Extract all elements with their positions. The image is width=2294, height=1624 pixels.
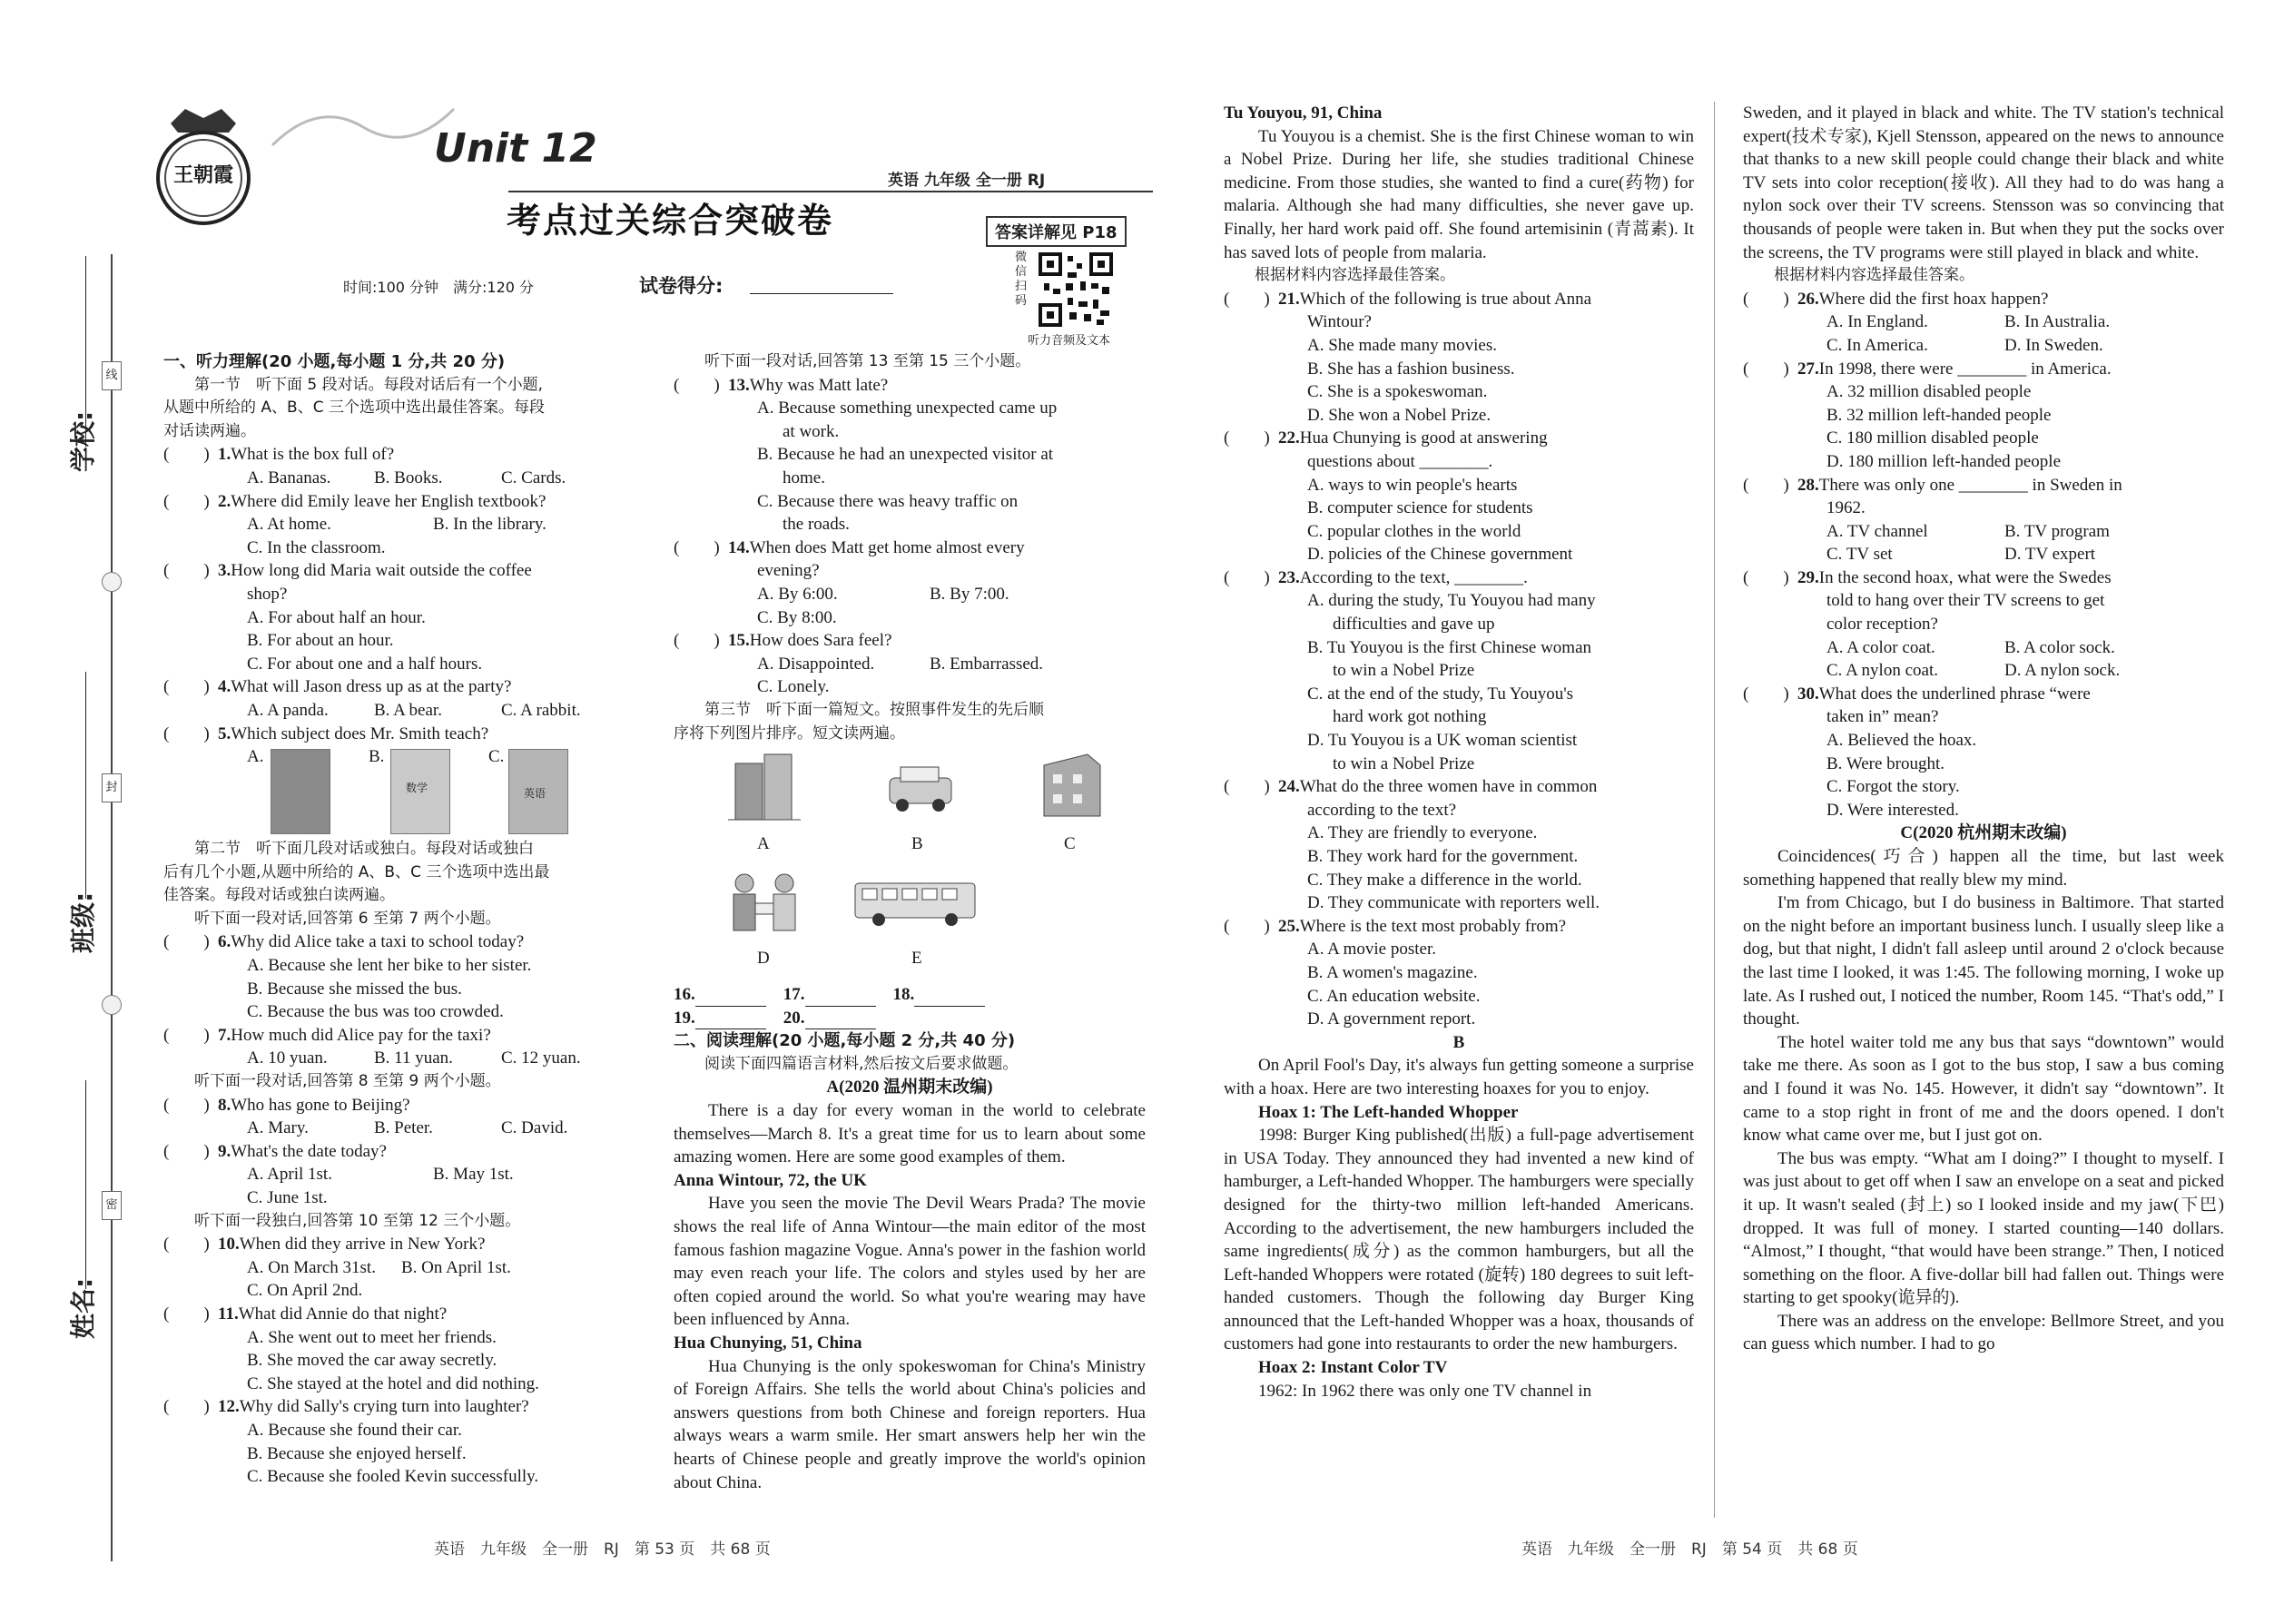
score-blank[interactable] — [750, 293, 893, 294]
q23-option-d[interactable]: D. Tu Youyou is a UK woman scientist — [1307, 731, 1578, 751]
hua-paragraph: Hua Chunying is the only spokeswoman for China's Ministry of Foreign Affairs. She tells the world about China's policies and answers questions from both Chinese and foreign reporters. Hua always wears a warm smile. Her smart answers help her win the hearts of Chinese people and greatly improve the world's opinion about China. — [674, 1356, 1146, 1492]
seal-secret: 密 — [102, 1191, 122, 1220]
q21-text-cont: Wintour? — [1307, 312, 1372, 332]
q3-option-a[interactable]: A. For about half an hour. — [247, 607, 426, 627]
q3-option-b[interactable]: B. For about an hour. — [247, 631, 394, 651]
q23-option-c[interactable]: C. at the end of the study, Tu Youyou's — [1307, 684, 1574, 704]
q23-option-c-cont: hard work got nothing — [1333, 707, 1487, 727]
q28-option-b[interactable]: B. TV program — [2004, 521, 2110, 541]
qr-code-icon[interactable] — [1037, 251, 1115, 329]
q29-option-d[interactable]: D. A nylon sock. — [2004, 661, 2121, 681]
q23-option-d-cont: to win a Nobel Prize — [1333, 753, 1475, 773]
book-image-a[interactable] — [271, 749, 330, 834]
question-28[interactable]: ( ) 28. There was only one ________ in Sweden in — [1743, 475, 2122, 495]
q25-option-b[interactable]: B. A women's magazine. — [1307, 962, 1478, 982]
q3-option-c[interactable]: C. For about one and a half hours. — [247, 654, 483, 674]
sidebar-line — [111, 254, 113, 1561]
question-7[interactable]: ( ) 7. How much did Alice pay for the taxi? — [163, 1025, 491, 1045]
q1-option-b[interactable]: B. Books. — [374, 468, 443, 487]
q22-text-cont: questions about ________. — [1307, 451, 1493, 471]
q27-option-a[interactable]: A. 32 million disabled people — [1826, 382, 2032, 402]
q5-option-b[interactable]: B. — [369, 747, 385, 767]
q13-option-b-cont: home. — [783, 468, 825, 487]
passage-c-title: C(2020 杭州期末改编) — [1900, 823, 2067, 843]
q29-option-b[interactable]: B. A color sock. — [2004, 637, 2115, 657]
column-3 — [1224, 102, 1694, 1403]
picture-grid — [674, 745, 1146, 983]
lead-13-15: 听下面一段对话,回答第 13 至第 15 三个小题。 — [704, 352, 1031, 370]
question-29[interactable]: ( ) 29. In the second hoax, what were the Swedes — [1743, 567, 2112, 587]
time-score: 时间:100 分钟 满分:120 分 — [343, 279, 535, 296]
question-1[interactable]: ( ) 1. What is the box full of? — [163, 445, 395, 465]
q22-option-c[interactable]: C. popular clothes in the world — [1307, 521, 1521, 541]
question-24[interactable]: ( ) 24. What do the three women have in common — [1224, 777, 1598, 797]
header-underline — [508, 191, 1153, 192]
q13-option-a-cont: at work. — [783, 421, 840, 441]
blank-19-label: 19. — [674, 1008, 695, 1028]
q21-option-c[interactable]: C. She is a spokeswoman. — [1307, 382, 1488, 402]
q30-option-d[interactable]: D. Were interested. — [1826, 800, 1959, 820]
column-divider — [1714, 102, 1715, 1518]
q23-option-a-cont: difficulties and gave up — [1333, 615, 1495, 635]
q24-option-b[interactable]: B. They work hard for the government. — [1307, 847, 1579, 866]
q15-option-b[interactable]: B. Embarrassed. — [930, 654, 1044, 674]
q13-option-a[interactable]: A. Because something unexpected came up — [757, 399, 1058, 418]
binding-hole-bottom — [102, 995, 122, 1015]
question-9[interactable]: ( ) 9. What's the date today? — [163, 1141, 387, 1161]
question-14[interactable]: ( ) 14. When does Matt get home almost every — [674, 537, 1025, 557]
q1-option-c[interactable]: C. Cards. — [501, 468, 566, 487]
binding-hole-top — [102, 572, 122, 592]
part2-intro-2: 后有几个小题,从题中所给的 A、B、C 三个选项中选出最 — [163, 862, 550, 881]
school-blank[interactable] — [85, 256, 86, 447]
q28-text-cont: 1962. — [1826, 498, 1866, 518]
q26-option-c[interactable]: C. In America. — [1826, 335, 1928, 355]
q10-option-a[interactable]: A. On March 31st. — [247, 1257, 376, 1277]
q5-option-c[interactable]: C. — [488, 747, 505, 767]
q21-option-a[interactable]: A. She made many movies. — [1307, 335, 1497, 355]
q27-option-d[interactable]: D. 180 million left-handed people — [1826, 451, 2062, 471]
blank-20-label: 20. — [783, 1008, 805, 1028]
question-5[interactable]: ( ) 5. Which subject does Mr. Smith teach? — [163, 723, 489, 743]
q23-option-a[interactable]: A. during the study, Tu Youyou had many — [1307, 591, 1596, 611]
q24-option-d[interactable]: D. They communicate with reporters well. — [1307, 893, 1600, 913]
q6-option-a[interactable]: A. Because she lent her bike to her sister. — [247, 956, 532, 976]
seal-seal: 封 — [102, 773, 122, 802]
part1-intro-1: 第一节 听下面 5 段对话。每段对话后有一个小题, — [194, 375, 544, 394]
q25-option-d[interactable]: D. A government report. — [1307, 1009, 1476, 1029]
q6-option-c[interactable]: C. Because the bus was too crowded. — [247, 1002, 504, 1022]
exam-subtitle: 考点过关综合突破卷 — [507, 200, 834, 241]
q25-option-a[interactable]: A. A movie poster. — [1307, 940, 1436, 960]
school-label: 学校: — [68, 410, 98, 472]
seal-line: 线 — [102, 361, 122, 390]
q30-option-c[interactable]: C. Forgot the story. — [1826, 777, 1960, 797]
q26-option-b[interactable]: B. In Australia. — [2004, 312, 2111, 332]
question-15[interactable]: ( ) 15. How does Sara feel? — [674, 631, 892, 651]
q13-option-c[interactable]: C. Because there was heavy traffic on — [757, 491, 1019, 511]
q9-option-b[interactable]: B. May 1st. — [433, 1165, 514, 1185]
q11-option-c[interactable]: C. She stayed at the hotel and did nothing. — [247, 1373, 539, 1393]
picture-b-label: B — [911, 834, 923, 854]
question-30[interactable]: ( ) 30. What does the underlined phrase “were — [1743, 684, 2091, 704]
hua-heading: Hua Chunying, 51, China — [674, 1334, 862, 1353]
q26-option-d[interactable]: D. In Sweden. — [2004, 335, 2103, 355]
part1-intro-2: 从题中所给的 A、B、C 三个选项中选出最佳答案。每段 — [163, 399, 545, 418]
q24-text-cont: according to the text? — [1307, 800, 1457, 820]
q21-option-d[interactable]: D. She won a Nobel Prize. — [1307, 405, 1492, 425]
footer-left: 英语 九年级 全一册 RJ 第 53 页 共 68 页 — [434, 1540, 771, 1559]
blank-18-label: 18. — [892, 985, 915, 1005]
part2-intro-1: 第二节 听下面几段对话或独白。每段对话或独白 — [194, 840, 534, 859]
q2-option-a[interactable]: A. At home. — [247, 515, 331, 535]
answer-ref: 答案详解见 P18 — [995, 223, 1117, 242]
q22-option-b[interactable]: B. computer science for students — [1307, 498, 1533, 518]
answer-blanks-row-1 — [674, 983, 1146, 1007]
question-8[interactable]: ( ) 8. Who has gone to Beijing? — [163, 1095, 410, 1115]
q28-option-a[interactable]: A. TV channel — [1826, 521, 1928, 541]
q22-option-d[interactable]: D. policies of the Chinese government — [1307, 545, 1573, 565]
part3-intro-2: 序将下列图片排序。短文读两遍。 — [674, 723, 905, 743]
book-image-b[interactable] — [390, 749, 450, 834]
picture-a-label: A — [757, 834, 770, 854]
q30-option-b[interactable]: B. Were brought. — [1826, 753, 1945, 773]
q26-option-a[interactable]: A. In England. — [1826, 312, 1928, 332]
part3-intro-1: 第三节 听下面一篇短文。按照事件发生的先后顺 — [704, 700, 1044, 719]
picture-b-car[interactable] — [884, 762, 957, 816]
passage-c-p5: There was an address on the envelope: Bellmore Street, and you can guess which number. I had to go — [1743, 1311, 2224, 1354]
column-2 — [674, 350, 1146, 1494]
blank-18[interactable] — [914, 1006, 985, 1007]
class-blank[interactable] — [85, 672, 86, 899]
q28-option-d[interactable]: D. TV expert — [2004, 545, 2096, 565]
q29-option-a[interactable]: A. A color coat. — [1826, 637, 1935, 657]
picture-c-hotel[interactable] — [1037, 747, 1106, 820]
blank-16-label: 16. — [674, 985, 695, 1005]
picture-e-label: E — [911, 949, 922, 969]
hoax-2-heading: Hoax 2: Instant Color TV — [1258, 1358, 1448, 1378]
picture-a-building[interactable] — [728, 751, 801, 822]
question-21[interactable]: ( ) 21. Which of the following is true about Anna — [1224, 289, 1592, 309]
q7-option-a[interactable]: A. 10 yuan. — [247, 1048, 328, 1068]
picture-e-bus[interactable] — [852, 878, 979, 929]
q14-text-cont: evening? — [757, 561, 820, 581]
q6-option-b[interactable]: B. Because she missed the bus. — [247, 979, 462, 999]
q12-option-b[interactable]: B. Because she enjoyed herself. — [247, 1443, 467, 1463]
tu-heading: Tu Youyou, 91, China — [1224, 103, 1383, 123]
question-22[interactable]: ( ) 22. Hua Chunying is good at answering — [1224, 428, 1548, 448]
qr-caption: 听力音频及文本 — [1028, 334, 1111, 348]
passage-a-intro: There is a day for every woman in the world to celebrate themselves—March 8. It's a great time for us to learn about some amazing women. Here are some good examples of them. — [674, 1101, 1146, 1167]
q14-option-a[interactable]: A. By 6:00. — [757, 584, 838, 604]
section-1-title: 一、听力理解(20 小题,每小题 1 分,共 20 分) — [163, 352, 506, 371]
q29-text-cont-2: color reception? — [1826, 615, 1938, 635]
q30-option-a[interactable]: A. Believed the hoax. — [1826, 731, 1977, 751]
picture-d-people[interactable] — [719, 871, 810, 938]
q4-option-a[interactable]: A. A panda. — [247, 700, 329, 720]
q29-option-c[interactable]: C. A nylon coat. — [1826, 661, 1938, 681]
logo-text: 王朝霞 — [172, 163, 233, 187]
blank-17-label: 17. — [783, 985, 805, 1005]
question-23[interactable]: ( ) 23. According to the text, ________. — [1224, 567, 1528, 587]
q2-option-b[interactable]: B. In the library. — [433, 515, 546, 535]
q5-option-a[interactable]: A. — [247, 747, 264, 767]
question-25[interactable]: ( ) 25. Where is the text most probably from? — [1224, 916, 1567, 936]
column-4 — [1743, 102, 2224, 1356]
q24-option-a[interactable]: A. They are friendly to everyone. — [1307, 823, 1538, 843]
book-c-title: 英语 — [524, 787, 546, 801]
hoax-2-paragraph-start: 1962: In 1962 there was only one TV channel in — [1258, 1381, 1592, 1401]
q27-option-c[interactable]: C. 180 million disabled people — [1826, 428, 2039, 448]
q12-option-a[interactable]: A. Because she found their car. — [247, 1420, 462, 1440]
hoax-1-paragraph: 1998: Burger King published(出版) a full-page advertisement in USA Today. They announced they had invented a new kind of hamburger, a Left-handed Whopper. The hamburgers were specially designed for the thirty-two million left-handed Americans. According to the advertisement, the new hamburgers included the same ingredients(成分) as the common hamburgers, but all the Left-handed Whoppers were rotated (旋转) 180 degrees to suit left-handed customers. Though the following day Burger King announced that the Left-handed Whopper was a hoax, thousands of customers had gone into restaurants to order the new hamburgers. — [1224, 1126, 1694, 1354]
name-blank[interactable] — [85, 1080, 86, 1289]
question-13[interactable]: ( ) 13. Why was Matt late? — [674, 375, 889, 395]
passage-c-p4: The bus was empty. “What am I doing?” I thought to myself. I was just about to get off when I saw an envelope on a seat and picked it up. It wasn't sealed (封上) so I looked inside and my jaw(下巴) dropped. It was full of money. I started counting—140 dollars. “Almost,” I thought, “that would have been strange.” Then, I noticed something on the floor. A five-dollar bill had fallen out. Things were starting to get spooky(诡异的). — [1743, 1148, 2224, 1308]
meta-tag: 英语 九年级 全一册 RJ — [888, 172, 1046, 190]
ribbon-decoration — [263, 91, 463, 163]
instruction-26-30: 根据材料内容选择最佳答案。 — [1774, 266, 1974, 285]
instruction-21-25: 根据材料内容选择最佳答案。 — [1255, 266, 1455, 285]
question-27[interactable]: ( ) 27. In 1998, there were ________ in America. — [1743, 359, 2112, 379]
lead-10-12: 听下面一段独白,回答第 10 至第 12 三个小题。 — [194, 1211, 521, 1230]
q12-option-c[interactable]: C. Because she fooled Kevin successfully. — [247, 1467, 539, 1487]
lead-6-7: 听下面一段对话,回答第 6 至第 7 两个小题。 — [194, 909, 501, 928]
anna-heading: Anna Wintour, 72, the UK — [674, 1170, 867, 1190]
q2-option-c[interactable]: C. In the classroom. — [247, 537, 386, 557]
hoax-2-paragraph-cont: Sweden, and it played in black and white. The TV station's technical expert(技术专家), Kjell Stensson, appeared on the news to announce that thanks to a new skill people could change their black and white TV sets into color reception(接收). All they had to do was hang a nylon sock over their TV screens. Stensson was so convincing that thousands of people were taken in. But when they put the socks over the screens, the TV programs were still played in black and white. — [1743, 103, 2224, 262]
unit-title: Unit 12 — [434, 125, 597, 172]
passage-c-p3: The hotel waiter told me any bus that says “downtown” would take me there. As soon as I got to the bus stop, I saw a bus coming and I found it was No. 145. However, it didn't say “downtown”. It came to a stop right in front of me and the doors opened. I don't know what came over me, but I just got on. — [1743, 1032, 2224, 1146]
name-label: 姓名: — [68, 1277, 98, 1339]
column-1 — [163, 350, 635, 1489]
q9-option-c[interactable]: C. June 1st. — [247, 1188, 328, 1207]
tu-paragraph: Tu Youyou is a chemist. She is the first Chinese woman to win a Nobel Prize. During her life, she studies traditional Chinese medicine. From those studies, she wanted to find a cure(药物) for malaria. Although she had many difficulties, she never gave up. Finally, her hard work paid off. She found artemisinin (青蒿素). It has saved lots of people from malaria. — [1224, 126, 1694, 262]
q13-option-b[interactable]: B. Because he had an unexpected visitor at — [757, 445, 1054, 465]
class-label: 班级: — [68, 891, 98, 953]
anna-paragraph: Have you seen the movie The Devil Wears Prada? The movie shows the real life of Anna Wintour—the main editor of the most famous fashion magazine Vogue. Anna's power in the fashion world may even reach your life. The colors and styles used by her are often copied around the world. So what you're wearing may have been influenced by Anna. — [674, 1194, 1146, 1330]
passage-b-intro: On April Fool's Day, it's always fun getting someone a surprise with a hoax. Here are two interesting hoaxes for you to enjoy. — [1224, 1056, 1694, 1098]
q15-option-a[interactable]: A. Disappointed. — [757, 654, 875, 674]
question-6[interactable]: ( ) 6. Why did Alice take a taxi to school today? — [163, 932, 525, 952]
question-26[interactable]: ( ) 26. Where did the first hoax happen? — [1743, 289, 2049, 309]
section-2-intro: 阅读下面四篇语言材料,然后按文后要求做题。 — [704, 1054, 1019, 1073]
q8-option-b[interactable]: B. Peter. — [374, 1118, 433, 1138]
score-label: 试卷得分: — [639, 275, 724, 297]
q8-option-a[interactable]: A. Mary. — [247, 1118, 309, 1138]
lead-8-9: 听下面一段对话,回答第 8 至第 9 两个小题。 — [194, 1072, 501, 1091]
passage-c-p2: I'm from Chicago, but I do business in Baltimore. That started on the night before an important business lunch. I usually sleep like a dog, but that night, I didn't fall asleep until around 2 o'clock because the last time I looked, it was 1:45. The following morning, I woke up late. As I rushed out, I noticed the number, Room 145. “That's odd,” I thought. — [1743, 893, 2224, 1029]
hoax-1-heading: Hoax 1: The Left-handed Whopper — [1258, 1102, 1519, 1122]
q22-option-a[interactable]: A. ways to win people's hearts — [1307, 475, 1518, 495]
q4-option-c[interactable]: C. A rabbit. — [501, 700, 581, 720]
answer-ref-box — [986, 216, 1127, 247]
question-11[interactable]: ( ) 11. What did Annie do that night? — [163, 1304, 448, 1324]
book-b-title: 数学 — [406, 782, 428, 795]
q23-option-b-cont: to win a Nobel Prize — [1333, 661, 1475, 681]
q10-option-c[interactable]: C. On April 2nd. — [247, 1281, 363, 1301]
passage-b-title: B — [1452, 1032, 1465, 1052]
q27-option-b[interactable]: B. 32 million left-handed people — [1826, 405, 2052, 425]
book-image-c[interactable] — [508, 749, 568, 834]
q8-option-c[interactable]: C. David. — [501, 1118, 568, 1138]
q29-text-cont-1: told to hang over their TV screens to get — [1826, 591, 2105, 611]
q3-text-cont: shop? — [247, 584, 288, 604]
logo — [153, 107, 254, 231]
q11-option-b[interactable]: B. She moved the car away secretly. — [247, 1351, 497, 1371]
q11-option-a[interactable]: A. She went out to meet her friends. — [247, 1327, 497, 1347]
q10-option-b[interactable]: B. On April 1st. — [401, 1257, 511, 1277]
q15-option-c[interactable]: C. Lonely. — [757, 677, 830, 697]
q28-option-c[interactable]: C. TV set — [1826, 545, 1893, 565]
q21-option-b[interactable]: B. She has a fashion business. — [1307, 359, 1515, 379]
q9-option-a[interactable]: A. April 1st. — [247, 1165, 332, 1185]
passage-a-title: A(2020 温州期末改编) — [826, 1078, 993, 1097]
question-4[interactable]: ( ) 4. What will Jason dress up as at the party? — [163, 677, 512, 697]
part2-intro-3: 佳答案。每段对话或独白读两遍。 — [163, 886, 395, 905]
question-2[interactable]: ( ) 2. Where did Emily leave her English textbook? — [163, 491, 546, 511]
picture-c-label: C — [1064, 834, 1076, 854]
qr-side-label: 微信扫码 — [1015, 251, 1028, 308]
part1-intro-3: 对话读两遍。 — [163, 421, 256, 440]
question-12[interactable]: ( ) 12. Why did Sally's crying turn into laughter? — [163, 1397, 529, 1417]
q23-option-b[interactable]: B. Tu Youyou is the first Chinese woman — [1307, 637, 1592, 657]
q30-text-cont: taken in” mean? — [1826, 707, 1939, 727]
q7-option-c[interactable]: C. 12 yuan. — [501, 1048, 581, 1068]
answer-blanks-row-2 — [674, 1007, 1146, 1030]
q13-option-c-cont: the roads. — [783, 515, 850, 535]
footer-right: 英语 九年级 全一册 RJ 第 54 页 共 68 页 — [1521, 1540, 1858, 1559]
question-10[interactable]: ( ) 10. When did they arrive in New York? — [163, 1235, 486, 1255]
question-3[interactable]: ( ) 3. How long did Maria wait outside the coffee — [163, 561, 532, 581]
q14-option-c[interactable]: C. By 8:00. — [757, 607, 837, 627]
picture-d-label: D — [757, 949, 770, 969]
q1-option-a[interactable]: A. Bananas. — [247, 468, 331, 487]
section-2-title: 二、阅读理解(20 小题,每小题 2 分,共 40 分) — [674, 1031, 1016, 1051]
q24-option-c[interactable]: C. They make a difference in the world. — [1307, 870, 1582, 890]
passage-c-p1: Coincidences(巧合) happen all the time, but last week something happened that really blew my mind. — [1743, 847, 2224, 890]
q7-option-b[interactable]: B. 11 yuan. — [374, 1048, 453, 1068]
q25-option-c[interactable]: C. An education website. — [1307, 986, 1481, 1006]
q4-option-b[interactable]: B. A bear. — [374, 700, 442, 720]
q14-option-b[interactable]: B. By 7:00. — [930, 584, 1009, 604]
